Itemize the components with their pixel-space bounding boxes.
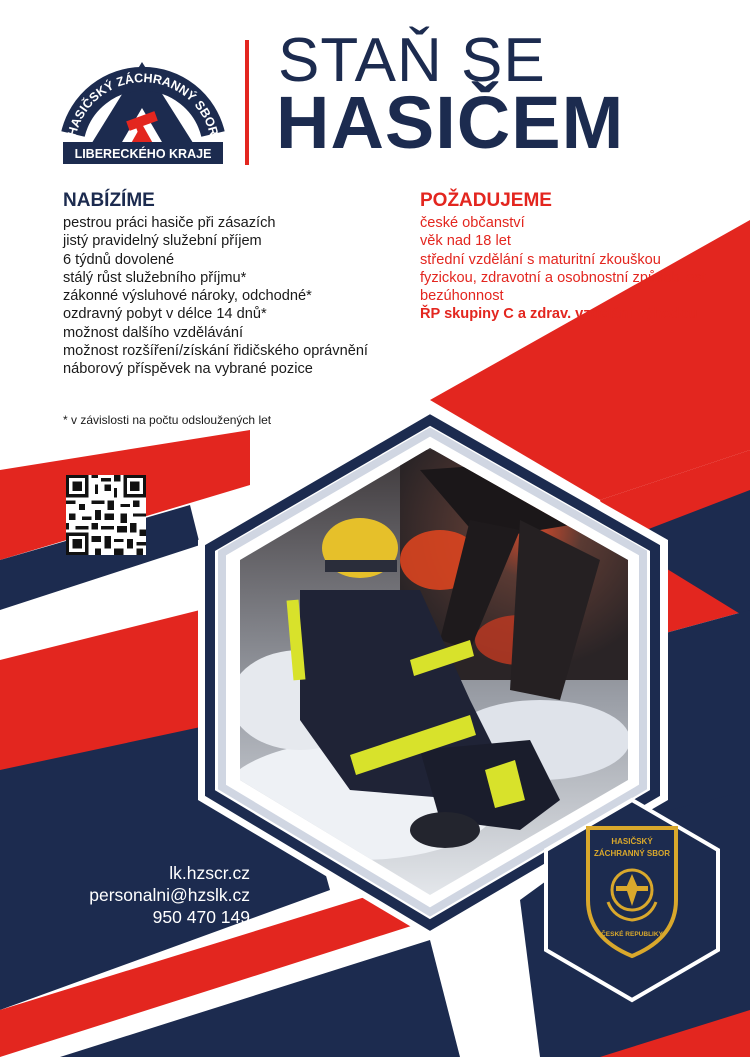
list-item: stálý růst služebního příjmu*	[63, 269, 247, 286]
qr-code[interactable]	[66, 475, 146, 555]
badge-bottom-text: ČESKÉ REPUBLIKY	[601, 931, 663, 938]
requirements-bonus: ŘP skupiny C a zdrav. vzdělání výhodou	[420, 306, 698, 323]
list-item: fyzickou, zdravotní a osobnostní způsobilost	[420, 269, 706, 286]
logo-bottom-text: LIBERECKÉHO KRAJE	[74, 147, 212, 161]
list-item: pestrou práci hasiče při zásazích	[63, 215, 276, 231]
badge-mid-text: ZÁCHRANNÝ SBOR	[594, 849, 670, 858]
logo-arc-text: HASIČSKÝ ZÁCHRANNÝ SBOR	[64, 71, 222, 138]
list-item: věk nad 18 let	[420, 233, 511, 250]
list-item: ozdravný pobyt v délce 14 dnů*	[63, 306, 267, 323]
contact-block	[60, 862, 250, 928]
hzs-liberec-logo	[55, 42, 230, 172]
offer-list	[63, 214, 393, 379]
requirements-section	[420, 190, 740, 324]
list-item: možnost rozšíření/získání řidičského oprávnění	[63, 343, 368, 360]
list-item: bezúhonnost	[420, 288, 504, 305]
badge-top-text: HASIČSKÝ	[611, 837, 653, 846]
list-item: jistý pravidelný služební příjem	[63, 233, 262, 250]
offer-section	[63, 190, 393, 379]
list-item: 6 týdnů dovolené	[63, 251, 175, 268]
list-item: náborový příspěvek na vybrané pozice	[63, 361, 313, 378]
hzs-cr-badge	[580, 822, 684, 962]
title-line-1: STAŇ SE	[278, 26, 546, 95]
offer-heading: NABÍZÍME	[63, 190, 155, 211]
list-item: střední vzdělání s maturitní zkouškou	[420, 251, 661, 268]
list-item: zákonné výsluhové nároky, odchodné*	[63, 288, 312, 305]
title-divider	[245, 40, 249, 165]
contact-web-link[interactable]: lk.hzscr.cz	[169, 863, 250, 883]
requirements-list	[420, 214, 740, 324]
contact-email-link[interactable]: personalni@hzslk.cz	[89, 885, 250, 905]
list-item: možnost dalšího vzdělávání	[63, 324, 244, 341]
requirements-heading: POŽADUJEME	[420, 190, 552, 211]
list-item: české občanství	[420, 215, 525, 231]
contact-phone[interactable]: 950 470 149	[152, 907, 250, 927]
offer-footnote: * v závislosti na počtu odsloužených let	[63, 413, 272, 427]
title-line-2: HASIČEM	[276, 81, 625, 164]
